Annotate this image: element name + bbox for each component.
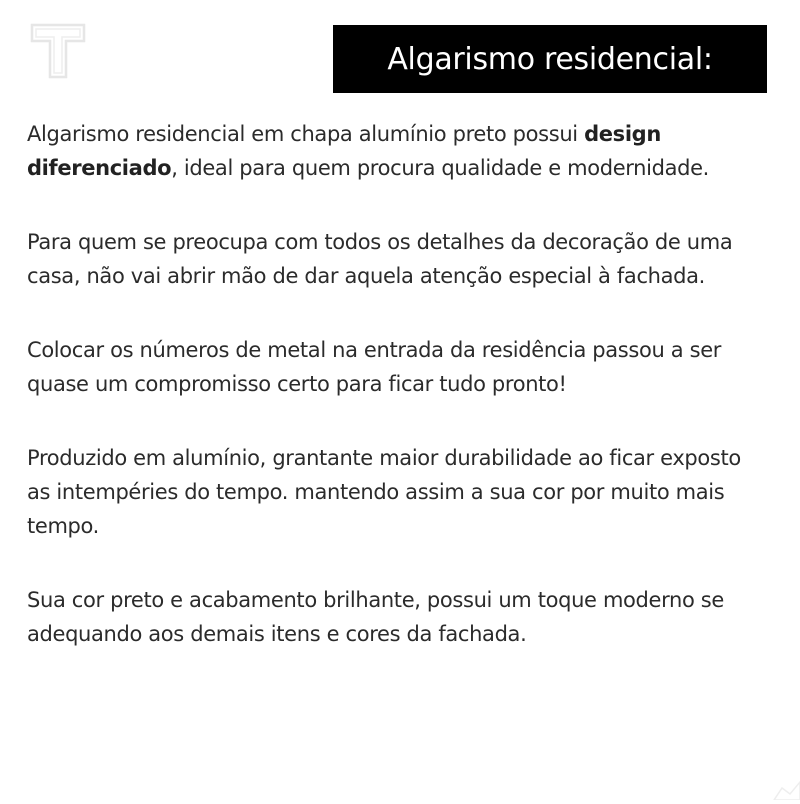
paragraph-aluminium: Produzido em alumínio, grantante maior durabilidade ao ficar exposto as intempéries do tempo. mantendo assim a sua cor por muito mais tempo. <box>27 446 741 538</box>
paragraph-intro-start: Algarismo residencial em chapa alumínio preto possui <box>27 122 585 146</box>
corner-watermark <box>760 778 800 800</box>
paragraph-finish: Sua cor preto e acabamento brilhante, possui um toque moderno se adequando aos demais itens e cores da fachada. <box>27 588 724 646</box>
title-banner <box>333 25 767 93</box>
letter-t-logo-icon <box>26 19 90 83</box>
paragraph-intro-end: , ideal para quem procura qualidade e modernidade. <box>171 156 709 180</box>
paragraph-intro-highlight: design diferenciado <box>27 122 661 180</box>
paragraph-decoration: Para quem se preocupa com todos os detalhes da decoração de uma casa, não vai abrir mão de dar aquela atenção especial à fachada. <box>27 230 733 288</box>
description-body <box>27 117 769 691</box>
paragraph-intro <box>27 117 769 185</box>
paragraph-metal-numbers: Colocar os números de metal na entrada da residência passou a ser quase um compromisso certo para ficar tudo pronto! <box>27 338 722 396</box>
brand-logo <box>26 19 90 83</box>
page-title: Algarismo residencial: <box>387 41 713 77</box>
